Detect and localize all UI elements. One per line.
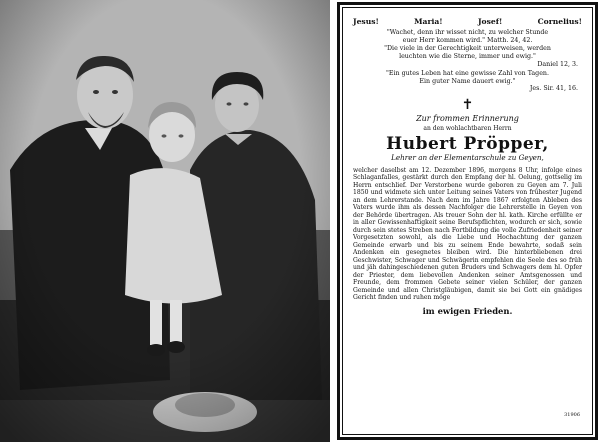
invocation-name: Josef! bbox=[477, 17, 503, 26]
verse-2 bbox=[353, 45, 582, 61]
verse-1 bbox=[353, 29, 582, 45]
closing-line: im ewigen Frieden. bbox=[422, 305, 513, 316]
deceased-name: Hubert Pröpper, bbox=[386, 133, 549, 154]
verse-line: Ein guter Name dauert ewig." bbox=[419, 77, 516, 85]
invocation-name: Jesus! bbox=[353, 17, 379, 26]
honorific-line: an den wohlachtbaren Herrn bbox=[423, 125, 512, 133]
verse-line: euer Herr kommen wird." Matth. 24, 42. bbox=[402, 37, 533, 45]
verse-reference: Jes. Sir. 41, 16. bbox=[529, 85, 578, 93]
memorial-heading: Zur frommen Erinnerung bbox=[416, 114, 519, 124]
invocation-name: Maria! bbox=[414, 17, 443, 26]
verse-line: leuchten wie die Sterne, immer und ewig." bbox=[399, 52, 536, 60]
invocation-names bbox=[353, 17, 582, 26]
biography-text: welcher daselbst am 12. Dezember 1896, morgens 8 Uhr, infolge eines Schlaganfalles, gestärkt durch den Empfang der hl. Oelung, gottselig im Herrn entschlief. Der Verstorbene wurde geboren zu Geyen am 7. Juli 1850 und widmete sich unter Leitung seines Vaters von frühester Jugend an dem Lehrerstande. Nach dem im Jahre 1867 erfolgten Ableben des Vaters wurde ihm als dessen Nachfolger die Lehrerstelle in Geyen von der Behörde übertragen. Als treuer Sohn der hl. kath. Kirche erfüllte er in aller Gewissenhaftigkeit seine Berufspflichten, wodurch er sich, sowie durch sein stetes Streben nach Fortbildung die volle Zufriedenheit seiner Vorgesetzten sowohl, als die Liebe und Hochachtung der ganzen Gemeinde erwarb und bis zu seinem Ende bewahrte, sodaß sein Andenken ein gesegnetes bleiben wird. Die hinterbliebenen drei Geschwister, Schwager und Schwägerin empfehlen die Seele des so früh und jäh dahingeschiedenen guten Bruders und Schwagers dem hl. Opfer der Priester, dem liebevollen Andenken seiner Amtsgenossen und Freunde, dem frommen Gebete seiner vielen Schüler, der ganzen Gemeinde und allen Christgläubigen, damit sie bei Gott ein gnädiges Gericht finden und ruhen möge bbox=[353, 166, 582, 302]
verse-line: "Die viele in der Gerechtigkeit unterweisen, werden bbox=[384, 45, 551, 53]
card-content bbox=[353, 17, 582, 316]
verse-line: "Ein gutes Leben hat eine gewisse Zahl von Tagen. bbox=[386, 69, 549, 77]
verse-reference: Daniel 12, 3. bbox=[537, 60, 578, 68]
memorial-card bbox=[335, 0, 600, 442]
invocation-name: Cornelius! bbox=[537, 17, 582, 26]
deceased-role: Lehrer an der Elementarschule zu Geyen, bbox=[391, 153, 544, 163]
verse-3 bbox=[353, 70, 582, 86]
cross-icon: ✝ bbox=[461, 97, 474, 114]
print-number: 31906 bbox=[564, 412, 580, 418]
verse-line: "Wachet, denn ihr wisset nicht, zu welcher Stunde bbox=[386, 29, 549, 37]
